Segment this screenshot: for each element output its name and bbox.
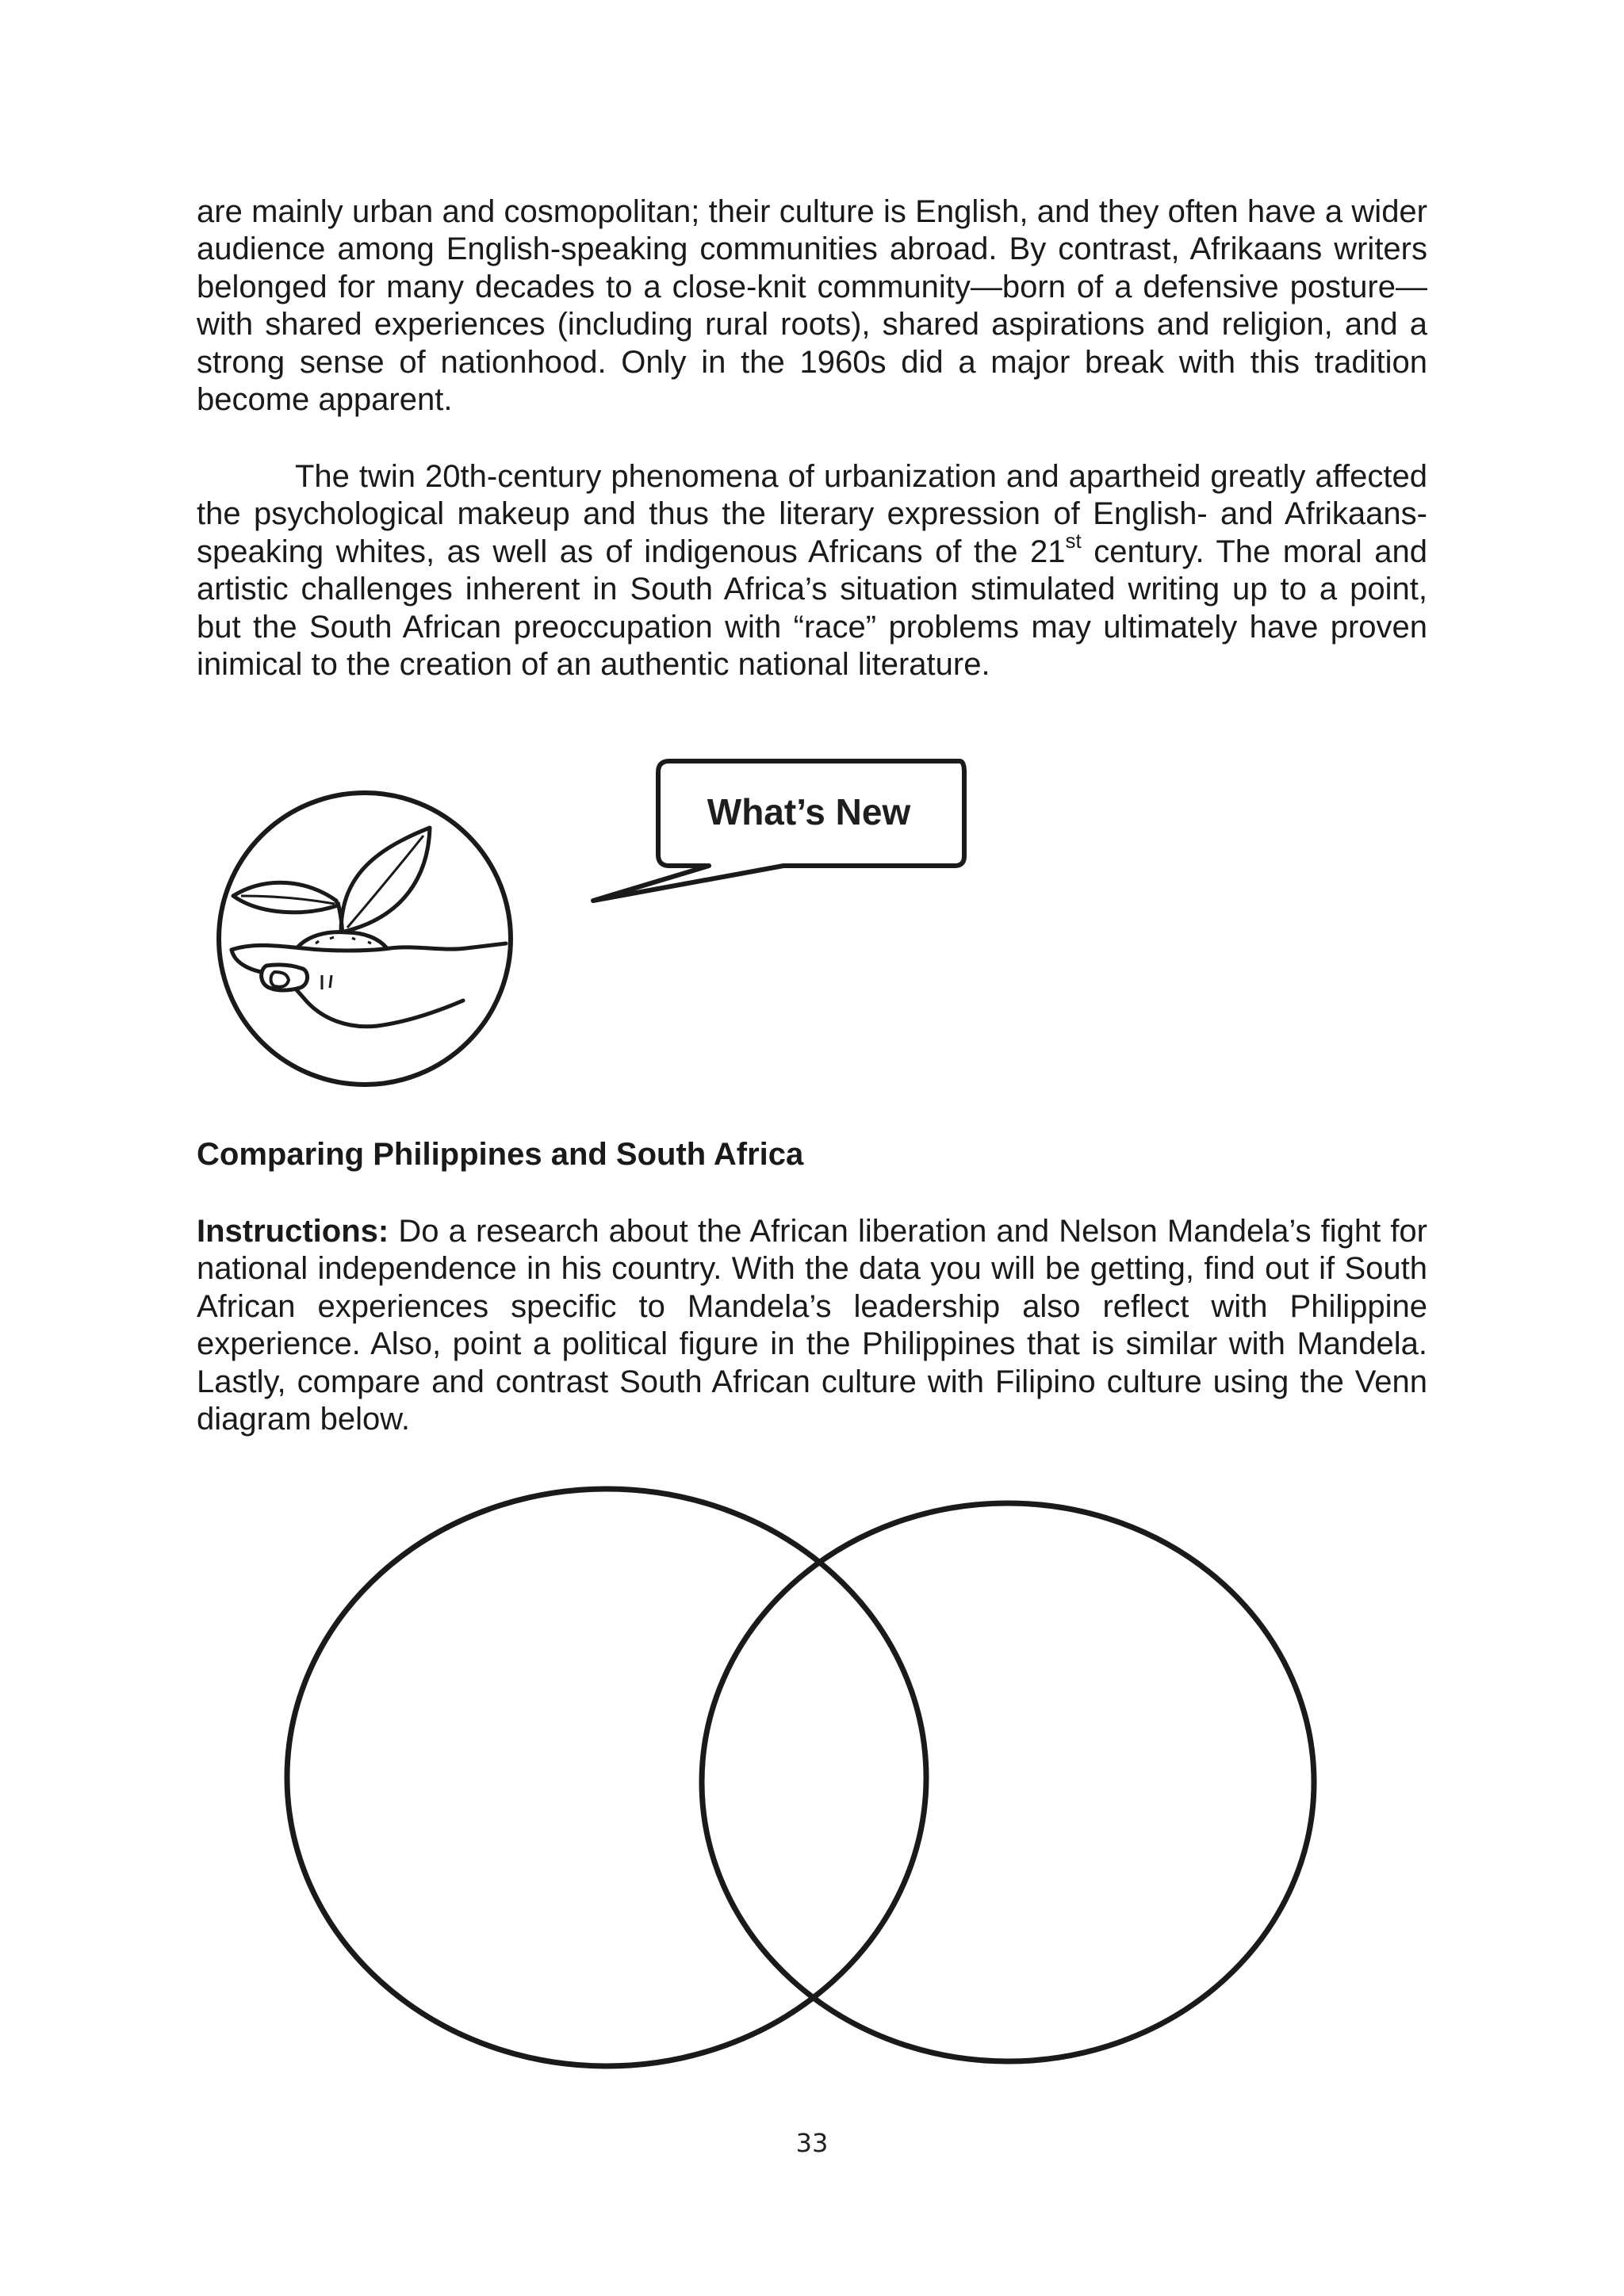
seedling-in-hand-icon	[211, 785, 519, 1093]
activity-instructions	[197, 1213, 1427, 1438]
venn-circle-left[interactable]	[287, 1489, 926, 2066]
ordinal-suffix: st	[1065, 529, 1082, 553]
section-badge-label: What’s New	[707, 791, 911, 832]
paragraph-2-text-start: The twin 20th-century phenomena of urbanization and apartheid greatly affected the psychological makeup and thus the literary expression of English- and Afrikaans-speaking whites, as well as of indigenous Africans of the 21	[197, 459, 1427, 569]
activity-heading: Comparing Philippines and South Africa	[197, 1137, 804, 1172]
venn-diagram	[278, 1483, 1324, 2077]
instructions-lead: Instructions:	[197, 1214, 389, 1249]
venn-circle-right[interactable]	[702, 1503, 1314, 2061]
page-number: 33	[795, 2128, 829, 2158]
body-paragraph-2	[197, 458, 1427, 683]
instructions-body: Do a research about the African liberation and Nelson Mandela’s fight for national independence in his country. With the data you will be getting, find out if South African experiences specific to Mandela’s leadership also reflect with Philippine experience. Also, point a political figure in the Philippines that is similar with Mandela. Lastly, compare and contrast South African culture with Filipino culture using the Venn diagram below.	[197, 1214, 1427, 1437]
body-paragraph-1: are mainly urban and cosmopolitan; their culture is English, and they often have a wider audience among English-speaking communities abroad. By contrast, Afrikaans writers belonged for many decades to a close-knit community—born of a defensive posture—with shared experiences (including rural roots), shared aspirations and religion, and a strong sense of nationhood. Only in the 1960s did a major break with this tradition become apparent.	[197, 194, 1427, 418]
paragraph-2-text-end: century. The moral and artistic challenges inherent in South Africa’s situation stimulated writing up to a point, but the South African preoccupation with “race” problems may ultimately have proven inimical to the creation of an authentic national literature.	[197, 534, 1427, 683]
